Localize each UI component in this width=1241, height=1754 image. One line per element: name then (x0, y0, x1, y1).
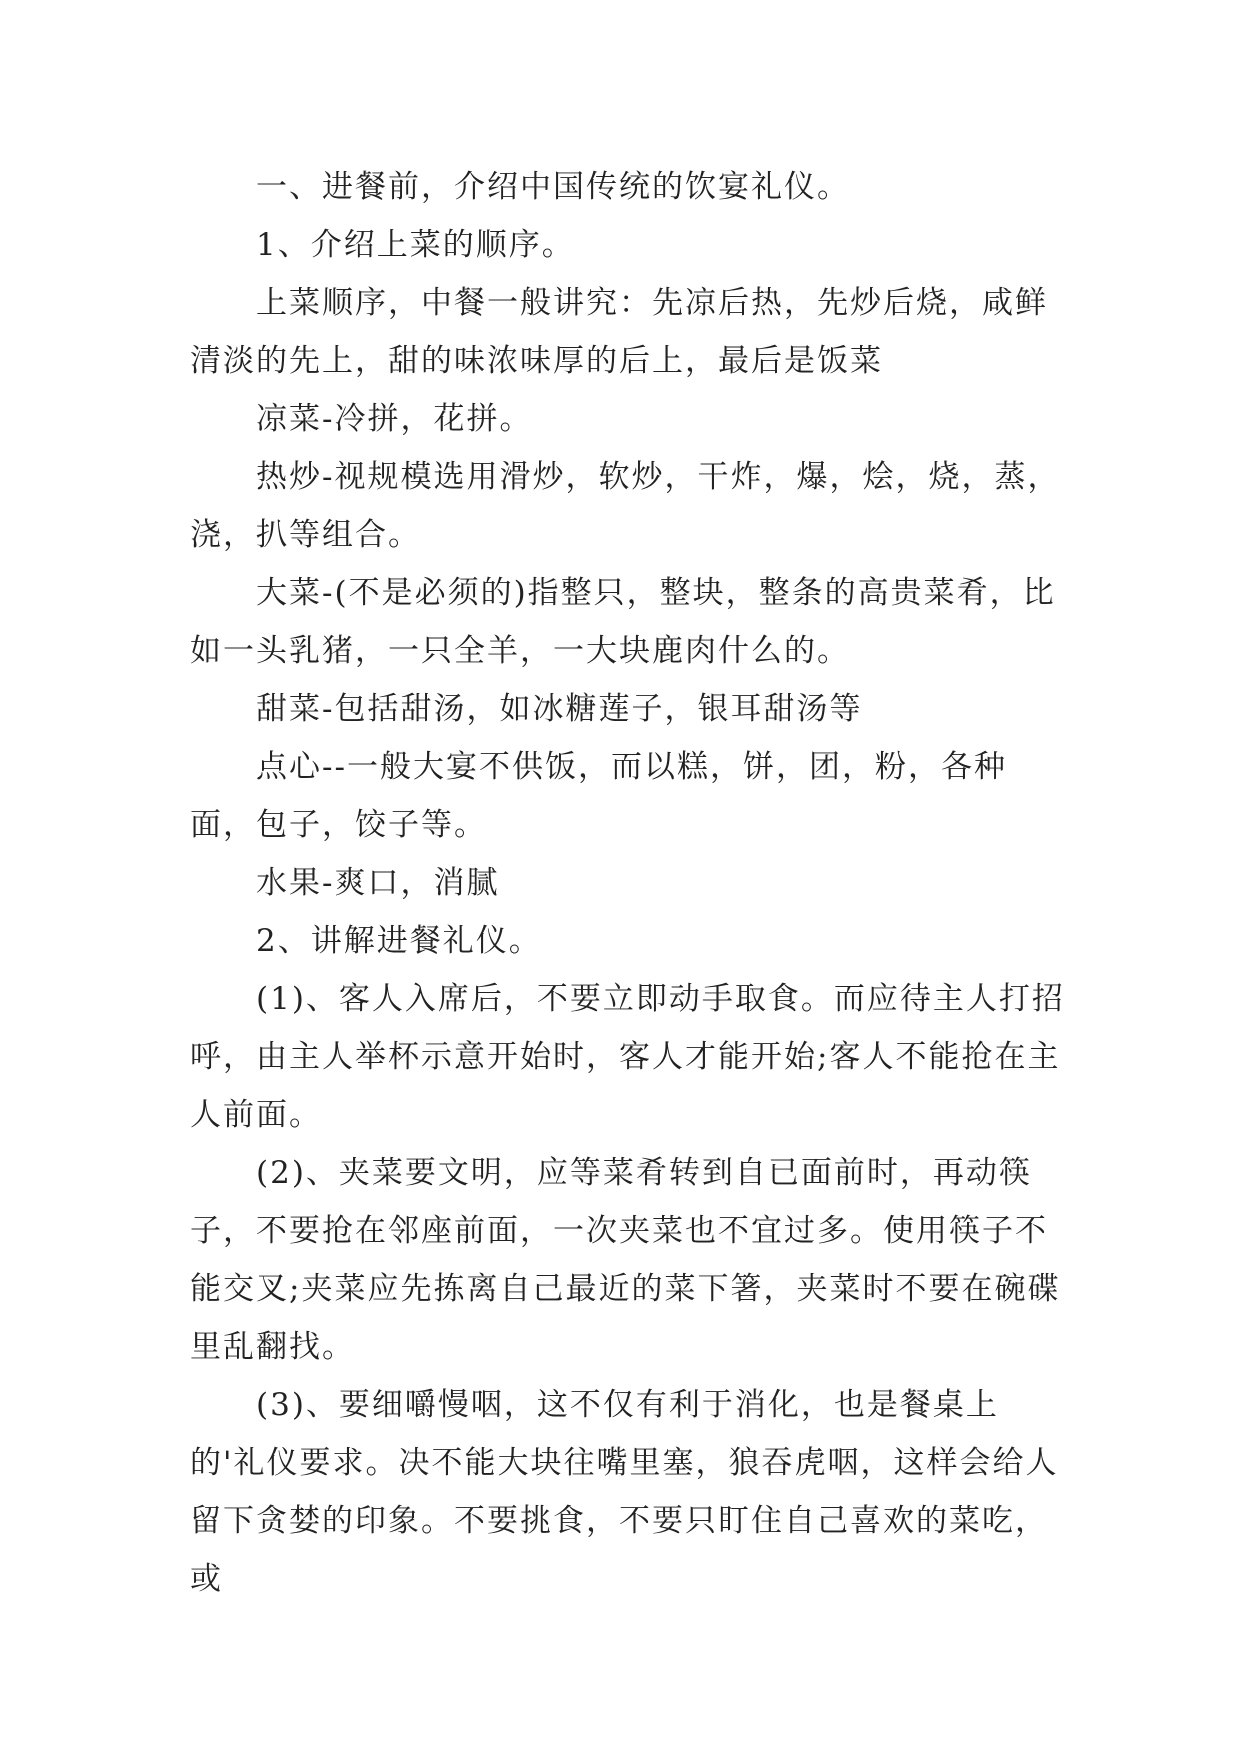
paragraph-serving-order: 上菜顺序，中餐一般讲究：先凉后热，先炒后烧，咸鲜清淡的先上，甜的味浓味厚的后上，最后是饭菜 (190, 285, 1048, 379)
document-body (190, 158, 1070, 1608)
paragraph-rule-1: (1)、客人入席后，不要立即动手取食。而应待主人打招呼，由主人举杯示意开始时，客人才能开始;客人不能抢在主人前面。 (190, 981, 1065, 1133)
paragraph-rule-3: (3)、要细嚼慢咽，这不仅有利于消化，也是餐桌上的'礼仪要求。决不能大块往嘴里塞，狼吞虎咽，这样会给人留下贪婪的印象。不要挑食，不要只盯住自己喜欢的菜吃，或 (190, 1387, 1059, 1597)
paragraph-rule-2: (2)、夹菜要文明，应等菜肴转到自已面前时，再动筷子，不要抢在邻座前面，一次夹菜也不宜过多。使用筷子不能交叉;夹菜应先拣离自己最近的菜下箸，夹菜时不要在碗碟里乱翻找。 (190, 1155, 1061, 1365)
paragraph-cold-dishes: 凉菜-冷拼，花拼。 (256, 401, 533, 437)
heading-section-one: 一、进餐前，介绍中国传统的饮宴礼仪。 (256, 169, 850, 205)
subheading-dining-etiquette: 2、讲解进餐礼仪。 (256, 923, 542, 959)
paragraph-fruit: 水果-爽口，消腻 (256, 865, 500, 901)
paragraph-main-dishes: 大菜-(不是必须的)指整只，整块，整条的高贵菜肴，比如一头乳猪，一只全羊，一大块鹿肉什么的。 (190, 575, 1056, 669)
paragraph-sweet-dishes: 甜菜-包括甜汤，如冰糖莲子，银耳甜汤等 (256, 691, 863, 727)
subheading-serving-order: 1、介绍上菜的顺序。 (256, 227, 575, 263)
paragraph-hot-dishes: 热炒-视规模选用滑炒，软炒，干炸，爆，烩，烧，蒸，浇，扒等组合。 (190, 459, 1061, 553)
paragraph-dim-sum: 点心--一般大宴不供饭，而以糕，饼，团，粉，各种面，包子，饺子等。 (190, 749, 1007, 843)
